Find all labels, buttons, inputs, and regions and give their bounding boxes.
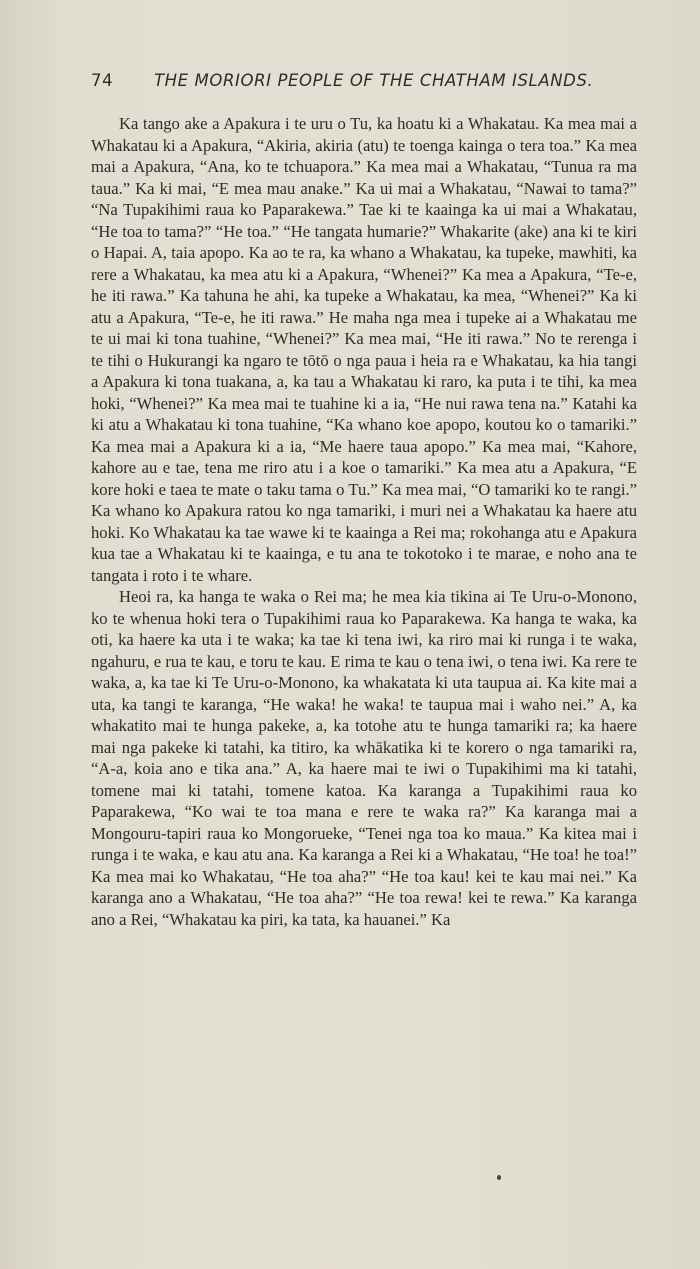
paragraph: Ka tango ake a Apakura i te uru o Tu, ka hoatu ki a Whakatau. Ka mea mai a Whakatau ki a Apakura, “Akiria, akiria (atu) te toenga kainga o tera toa.” Ka mea mai a Apakura, “Ana, ko te tchuapora.” Ka mea mai a Whakatau, “Tunua ra ma taua.” Ka ki mai, “E mea mau anake.” Ka ui mai a Whakatau, “Nawai to tama?” “Na Tupakihimi raua ko Paparakewa.” Tae ki te kaainga ka ui mai a Whakatau, “He toa to tama?” “He toa.” “He tangata humarie?” Whakarite (ake) ana ki te kiri o Hapai. A, taia apopo. Ka ao te ra, ka whano a Whakatau, ka tupeke, mawhiti, ka rere a Whakatau, ka mea atu ki a Apakura, “Whenei?” Ka mea a Apakura, “Te-e, he iti rawa.” Ka tahuna he ahi, ka tupeke a Whakatau, ka mea, “Whenei?” Ka ki atu a Apakura, “Te-e, he iti rawa.” He maha nga mea i tupeke ai a Whakatau me te ui mai ki tona tuahine, “Whenei?” Ka mea mai, “He iti rawa.” No te rerenga i te tihi o Hukurangi ka ngaro te tōtō o nga paua i heia ra e Whakatau, ka hia tangi a Apakura ki tona tuakana, a, ka tau a Whakatau ki raro, ka puta i te tihi, ka mea hoki, “Whenei?” Ka mea mai te tuahine ki a ia, “He nui rawa tena na.” Katahi ka ki atu a Whakatau ki tona tuahine, “Ka whano koe apopo, koutou ko o tamariki.” Ka mea mai a Apakura ki a ia, “Me haere taua apopo.” Ka mea mai, “Kahore, kahore au e tae, tena me riro atu i a koe o tamariki.” Ka mea atu a Apakura, “E kore hoki e taea te mate o taku tama o Tu.” Ka mea mai, “O tamariki ko te rangi.” Ka whano ko Apakura ratou ko nga tamariki, i muri nei a Whakatau ka haere atu hoki. Ko Whakatau ka tae wawe ki te kaainga a Rei ma; rokohanga atu e Apakura kua tae a Whakatau ki te kaainga, e tu ana te tokotoko i te marae, e noho ana te tangata i roto i te whare. bbox=[91, 114, 637, 585]
ink-speck bbox=[497, 1175, 501, 1180]
page-header bbox=[91, 68, 636, 98]
running-title: THE MORIORI PEOPLE OF THE CHATHAM ISLANDS. bbox=[154, 71, 594, 90]
page-number: 74 bbox=[91, 71, 114, 90]
paragraph: Heoi ra, ka hanga te waka o Rei ma; he mea kia tikina ai Te Uru-o-Monono, ko te whenua hoki tera o Tupakihimi raua ko Paparakewa. Ka hanga te waka, ka oti, ka haere ka uta i te waka; ka tae ki tena iwi, ka riro mai ki runga i te waka, ngahuru, e rua te kau, e toru te kau. E rima te kau o tena iwi, o tena iwi. Ka rere te waka, a, ka tae ki Te Uru-o-Monono, ka whakatata ki uta taupua ai. Ka kite mai a uta, ka tangi te karanga, “He waka! he waka! te taupua mai i waho nei.” A, ka whakatito mai te hunga pakeke, a, ka totohe atu te hunga tamariki ra; ka haere mai nga pakeke ki tatahi, ka titiro, ka whākatika ki te korero o nga tamariki ra, “A-a, koia ano e tika ana.” A, ka haere mai te iwi o Tupakihimi ma ki tatahi, tomene mai ki tatahi, tomene katoa. Ka karanga a Tupakihimi raua ko Paparakewa, “Ko wai te toa mana e rere te waka ra?” Ka karanga mai a Mongouru-tapiri raua ko Mongorueke, “Tenei nga toa ko maua.” Ka kitea mai i runga i te waka, e kau atu ana. Ka karanga a Rei ki a Whakatau, “He toa! he toa!” Ka mea mai ko Whakatau, “He toa aha?” “He toa kau! kei te kau mai nei.” Ka karanga ano a Whakatau, “He toa aha?” “He toa rewa! kei te rewa.” Ka karanga ano a Rei, “Whakatau ka piri, ka tata, ka hauanei.” Ka bbox=[91, 587, 637, 929]
body-text bbox=[91, 113, 637, 930]
